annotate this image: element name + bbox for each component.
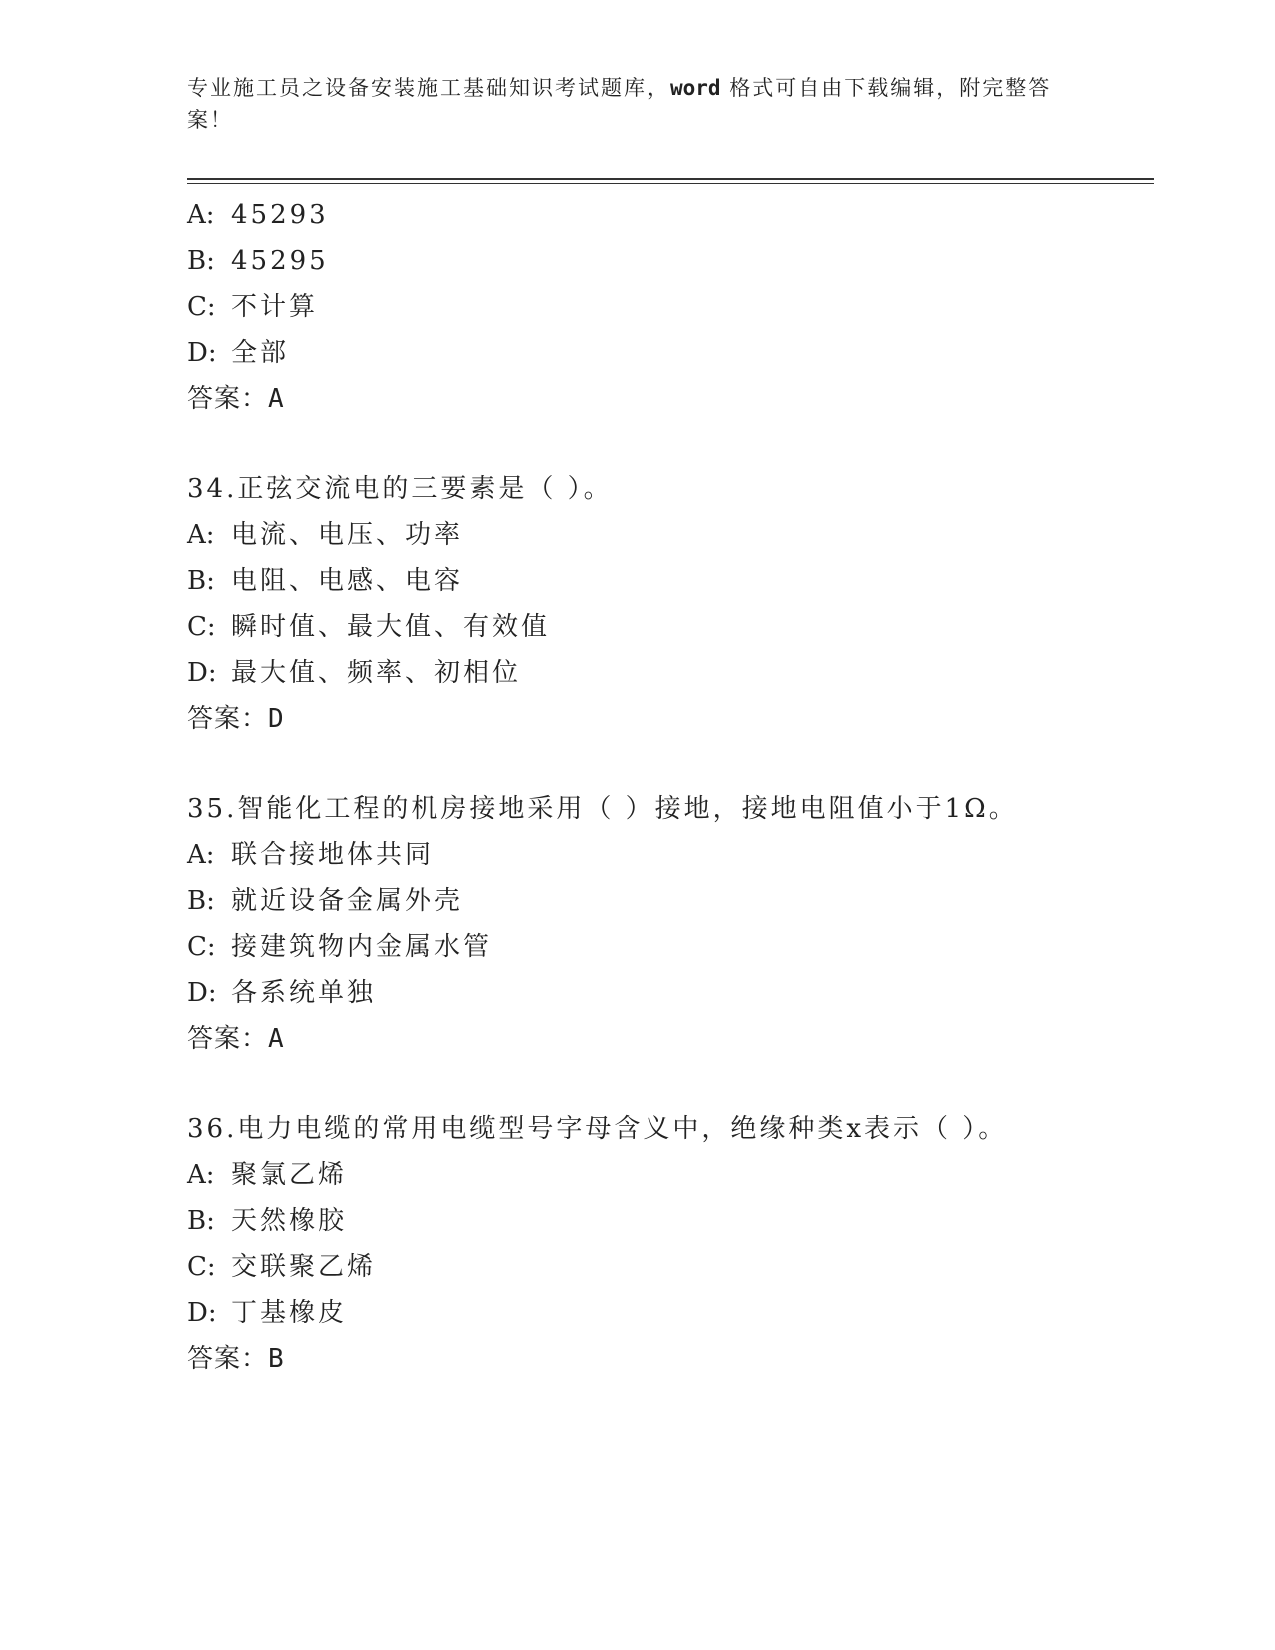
question-list	[187, 192, 1154, 1382]
option-label: B:	[187, 886, 215, 916]
option-text: 不计算	[231, 292, 319, 322]
option-text: 接建筑物内金属水管	[231, 932, 493, 962]
option-d	[187, 970, 1154, 1016]
option-label: C:	[187, 1252, 216, 1282]
answer-value: D	[268, 704, 285, 734]
header-divider-thick	[187, 178, 1154, 180]
option-d	[187, 1290, 1154, 1336]
spacer	[187, 1062, 1154, 1106]
question-text: 36.电力电缆的常用电缆型号字母含义中，绝缘种类x表示（ ）。	[187, 1114, 1008, 1144]
option-c	[187, 924, 1154, 970]
question-block-34	[187, 466, 1154, 742]
answer-label: 答案：	[187, 704, 269, 734]
option-text: 全部	[231, 338, 290, 368]
answer-value: A	[268, 384, 285, 414]
option-c	[187, 284, 1154, 330]
option-b	[187, 878, 1154, 924]
option-d	[187, 330, 1154, 376]
answer-line	[187, 1016, 1154, 1062]
option-label: A:	[187, 520, 215, 550]
answer-label: 答案：	[187, 384, 269, 414]
option-b	[187, 1198, 1154, 1244]
option-label: B:	[187, 1206, 215, 1236]
option-text: 最大值、频率、初相位	[231, 658, 522, 688]
option-text: 聚氯乙烯	[231, 1160, 348, 1190]
answer-line	[187, 696, 1154, 742]
answer-label: 答案：	[187, 1024, 269, 1054]
answer-value: B	[268, 1344, 285, 1374]
option-label: D:	[187, 338, 217, 368]
question-text: 34.正弦交流电的三要素是（ ）。	[187, 474, 613, 504]
option-c	[187, 1244, 1154, 1290]
option-label: D:	[187, 658, 217, 688]
question-block-35	[187, 786, 1154, 1062]
option-a	[187, 512, 1154, 558]
option-text: 电流、电压、功率	[231, 520, 464, 550]
question-block-33	[187, 192, 1154, 422]
question-block-36	[187, 1106, 1154, 1382]
option-label: B:	[187, 246, 215, 276]
option-label: D:	[187, 978, 217, 1008]
question-text: 35.智能化工程的机房接地采用（ ）接地，接地电阻值小于1Ω。	[187, 794, 1018, 824]
option-b	[187, 558, 1154, 604]
spacer	[187, 422, 1154, 466]
option-label: A:	[187, 1160, 215, 1190]
option-label: A:	[187, 840, 215, 870]
option-a	[187, 832, 1154, 878]
option-c	[187, 604, 1154, 650]
option-text: 天然橡胶	[231, 1206, 348, 1236]
option-text: 交联聚乙烯	[231, 1252, 377, 1282]
option-text: 瞬时值、最大值、有效值	[231, 612, 551, 642]
header-text-start: 专业施工员之设备安装施工基础知识考试题库，	[187, 76, 670, 100]
header-word-format: word	[670, 76, 721, 100]
answer-line	[187, 1336, 1154, 1382]
option-label: A:	[187, 200, 215, 230]
option-label: C:	[187, 612, 216, 642]
answer-value: A	[268, 1024, 285, 1054]
option-text: 45293	[231, 200, 329, 230]
option-a	[187, 192, 1154, 238]
answer-line	[187, 376, 1154, 422]
header-divider-thin	[187, 183, 1154, 184]
option-text: 电阻、电感、电容	[231, 566, 464, 596]
option-text: 就近设备金属外壳	[231, 886, 464, 916]
answer-label: 答案：	[187, 1344, 269, 1374]
option-a	[187, 1152, 1154, 1198]
header-text-end: 格式可自由下载编辑，附完整答案！	[187, 76, 1052, 132]
option-text: 联合接地体共同	[231, 840, 435, 870]
document-header	[187, 72, 1067, 136]
option-d	[187, 650, 1154, 696]
spacer	[187, 742, 1154, 786]
option-text: 丁基橡皮	[231, 1298, 348, 1328]
option-text: 各系统单独	[231, 978, 377, 1008]
option-label: C:	[187, 292, 216, 322]
option-label: C:	[187, 932, 216, 962]
option-b	[187, 238, 1154, 284]
option-label: D:	[187, 1298, 217, 1328]
option-label: B:	[187, 566, 215, 596]
option-text: 45295	[231, 246, 329, 276]
